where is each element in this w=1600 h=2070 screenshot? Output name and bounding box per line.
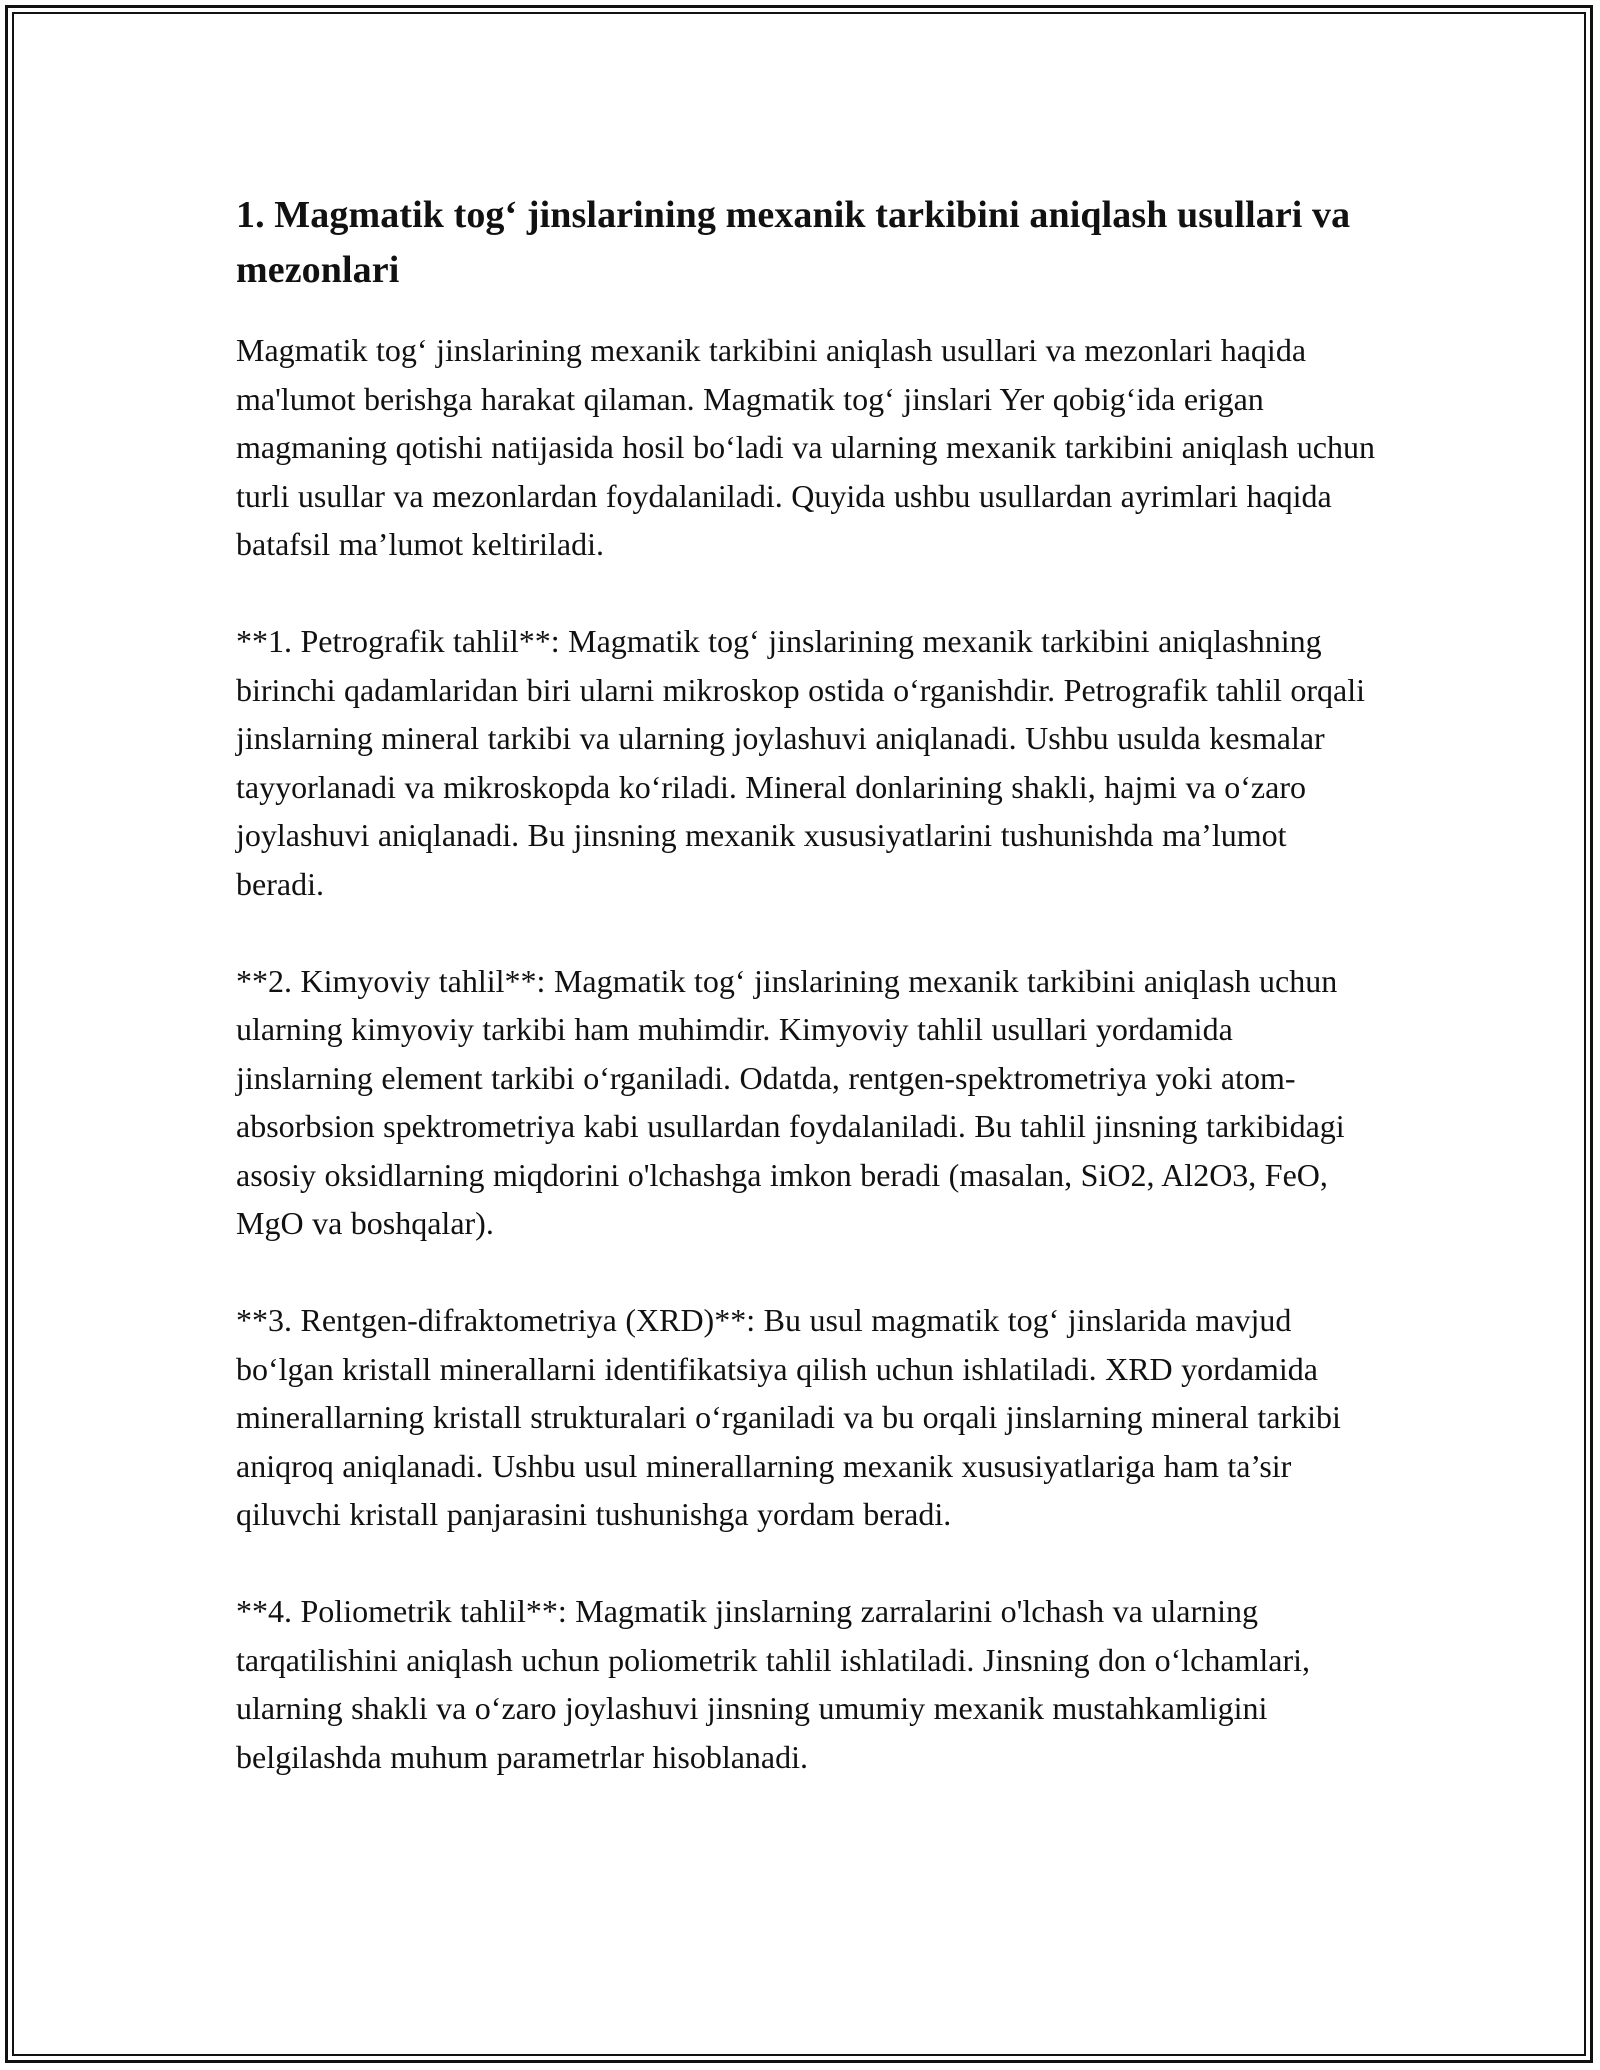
paragraph-petrografik-tahlil: **1. Petrografik tahlil**: Magmatik tog‘ jinslarining mexanik tarkibini aniqlashning birinchi qadamlaridan biri ularni mikroskop ostida o‘rganishdir. Petrografik tahlil orqali jinslarning mineral tarkibi va ularning joylashuvi aniqlanadi. Ushbu usulda kesmalar tayyorlanadi va mikroskopda ko‘riladi. Mineral donlarining shakli, hajmi va o‘zaro joylashuvi aniqlanadi. Bu jinsning mexanik xususiyatlarini tushunishda ma’lumot beradi.	[236, 623, 1365, 902]
paragraph-kimyoviy-tahlil: **2. Kimyoviy tahlil**: Magmatik tog‘ jinslarining mexanik tarkibini aniqlash uchun ularning kimyoviy tarkibi ham muhimdir. Kimyoviy tahlil usullari yordamida jinslarning element tarkibi o‘rganiladi. Odatda, rentgen-spektrometriya yoki atom-absorbsion spektrometriya kabi usullardan foydalaniladi. Bu tahlil jinsning tarkibidagi asosiy oksidlarning miqdorini o'lchashga imkon beradi (masalan, SiO2, Al2O3, FeO, MgO va boshqalar).	[236, 962, 1345, 1241]
paragraph-poliometrik-tahlil: **4. Poliometrik tahlil**: Magmatik jinslarning zarralarini o'lchash va ularning tarqatilishini aniqlash uchun poliometrik tahlil ishlatiladi. Jinsning don o‘lchamlari, ularning shakli va o‘zaro joylashuvi jinsning umumiy mexanik mustahkamligini belgilashda muhum parametrlar hisoblanadi.	[236, 1593, 1311, 1775]
paragraph-rentgen-difraktometriya: **3. Rentgen-difraktometriya (XRD)**: Bu usul magmatik tog‘ jinslarida mavjud bo‘lgan kristall minerallarni identifikatsiya qilish uchun ishlatiladi. XRD yordamida minerallarning kristall strukturalari o‘rganiladi va bu orqali jinslarning mineral tarkibi aniqroq aniqlanadi. Ushbu usul minerallarning mexanik xususiyatlariga ham ta’sir qiluvchi kristall panjarasini tushunishga yordam beradi.	[236, 1302, 1341, 1532]
paragraph-intro: Magmatik tog‘ jinslarining mexanik tarkibini aniqlash usullari va mezonlari haqida ma'lumot berishga harakat qilaman. Magmatik tog‘ jinslari Yer qobig‘ida erigan magmaning qotishi natijasida hosil bo‘ladi va ularning mexanik tarkibini aniqlash uchun turli usullar va mezonlardan foydalaniladi. Quyida ushbu usullardan ayrimlari haqida batafsil ma’lumot keltiriladi.	[236, 332, 1375, 562]
document-body	[236, 188, 1376, 1781]
page-title: 1. Magmatik tog‘ jinslarining mexanik tarkibini aniqlash usullari va mezonlari	[236, 194, 1351, 291]
